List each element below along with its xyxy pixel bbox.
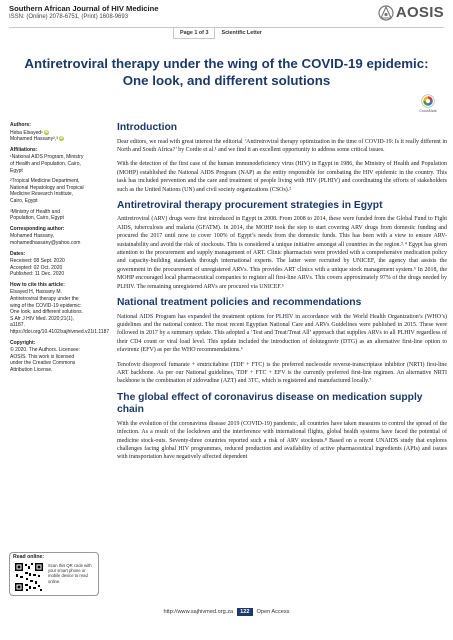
author-name-text: Mohamed Hassany²,³ bbox=[10, 136, 58, 143]
read-online-instructions: Scan this QR code with your smart phone or mobile device to read online. bbox=[48, 563, 92, 584]
copyright-text: © 2020. The Authors. Licensee: AOSIS. This work is licensed under the Creative Commons Attribution License. bbox=[10, 347, 81, 373]
crossmark-icon bbox=[421, 94, 435, 108]
paragraph: With the evolution of the coronavirus disease 2019 (COVID-19) pandemic, all countries have taken measures to control the spread of the infection. As a result of the lockdown and the interference with international flights, global health systems have faced the potential of medicine stock-outs. Seventy-three countries reported such a risk of ARV stockouts.⁸ Based on a recent UNAIDS study that explores challenges facing global HIV programmes, reduced production and availability of active pharmaceutical ingredients (APIs) and issues with transportation have negatively affected dependent bbox=[117, 420, 447, 461]
aosis-logo-text: AOSIS bbox=[395, 4, 444, 21]
section-introduction bbox=[117, 122, 447, 194]
page-number: 122 bbox=[237, 608, 252, 616]
author-name bbox=[10, 130, 84, 137]
aosis-emblem-icon bbox=[378, 5, 394, 21]
citation-block bbox=[10, 281, 110, 336]
date-accepted: Accepted: 02 Oct. 2020 bbox=[10, 264, 63, 271]
page-footer bbox=[0, 608, 453, 620]
date-received: Received: 08 Sept. 2020 bbox=[10, 258, 65, 265]
read-online-label: Read online: bbox=[13, 554, 45, 560]
section-procurement bbox=[117, 200, 447, 291]
section-heading: The global effect of coronavirus disease on medication supply chain bbox=[117, 391, 423, 416]
paragraph: Antiretroviral (ARV) drugs were first introduced in Egypt in 2008. From 2008 to 2014, these were funded from the Global Fund to Fight AIDS, tuberculosis and malaria (GFATM). In 2014, the MOHP took the step to start covering ARV drugs from domestic funding and procured the 2017 until now to cover 100% of Egypt’s needs from the domestic funds. This has been with a view to ensure ARV-sustainability and avoid the risk of stockouts. This is considered a unique initiative amongst all countries in the region.³˒⁴ Egypt has given attention to the procurement and supply management of ART. Clinic pharmacists were provided with a comprehensive medication policy and capacity-building standards through international experts. The latter were recruited by UNICEF, the agency that assists the government in the procurement of unregistered ARVs. This provides ART clinics with a unique stock management system.⁵ In 2018, the MOHP encouraged local pharmaceutical companies to register all first-line ARVs. This covers approximately 97% of the drugs needed by PLHIV. The remaining unregistered ARVs are procured via UNICEF.⁵ bbox=[117, 216, 447, 290]
authors-block bbox=[10, 122, 84, 143]
section-global-effect bbox=[117, 392, 447, 462]
footer-content bbox=[164, 608, 290, 616]
qr-code-icon[interactable] bbox=[14, 562, 44, 592]
orcid-icon[interactable]: iD bbox=[59, 136, 64, 141]
author-name-text: Heba Elsayed¹ bbox=[10, 129, 43, 136]
date-published: Published: 11 Dec. 2020 bbox=[10, 271, 65, 278]
journal-name: Southern African Journal of HIV Medicine bbox=[9, 4, 159, 13]
aosis-logo bbox=[378, 4, 444, 21]
paragraph: With the detection of the first case of the human immunodeficiency virus (HIV) in Egypt in 1986, the Ministry of Health and Population (MOHP) established the National AIDS Program (NAP) as the entity responsible for combating the HIV epidemic in the country. This task has included prevention and the care and treatment of people living with HIV (PLHIV) and coordinating the efforts of stakeholders such as the United Nations (UN) and civil society organizations (CSOs).² bbox=[117, 161, 447, 193]
affiliations-label: Affiliations: bbox=[10, 146, 38, 153]
crossmark-badge[interactable] bbox=[415, 94, 441, 113]
dates-block bbox=[10, 251, 84, 278]
crossmark-label: CrossMark bbox=[419, 109, 437, 113]
paragraph: National AIDS Program has expanded the treatment options for PLHIV in accordance with the World Health Organization’s (WHO’s) guidelines and the national context. The most recent Egyptian National Care and ARVs Guidelines were published in 2015. These were followed in 2017 by a summary update. This adopted a ‘Test and Treat/Treat All’ approach that supplies ARVs to all PLHIV regardless of their CD4 count or viral load level. This update included the introduction of dolutegravir (DTG) as an alternative first-line option to efavirenz (EFV) as per the WHO recommendations.⁶ bbox=[117, 313, 447, 354]
journal-url[interactable]: http://www.sajhivmed.org.za bbox=[163, 609, 234, 615]
section-treatment-policies bbox=[117, 297, 447, 386]
page-tag bbox=[173, 28, 268, 39]
article-type: Scientific Letter bbox=[215, 28, 267, 39]
article-info-sidebar bbox=[10, 122, 110, 378]
paragraph: Dear editors, we read with great interest the editorial ‘Antiretroviral therapy optimization in the time of COVID-19: Is it really different in North and South Africa?’ by Cordie et al.¹ and we find it an excellent opportunity to address some critical issues. bbox=[117, 138, 447, 153]
affiliation: ²Tropical Medicine Department, National Hepatology and Tropical Medicine Research Institute, Cairo, Egypt bbox=[10, 178, 84, 204]
article-title: Antiretroviral therapy under the wing of the COVID-19 epidemic: One look, and different solutions bbox=[24, 56, 429, 88]
section-heading: National treatment policies and recommendations bbox=[117, 297, 362, 309]
article-body bbox=[117, 122, 447, 468]
orcid-icon[interactable]: iD bbox=[44, 129, 49, 134]
affiliation: ³Ministry of Health and Population, Cairo, Egypt bbox=[10, 208, 64, 222]
section-heading: Introduction bbox=[117, 122, 178, 133]
section-heading: Antiretroviral therapy procurement strategies in Egypt bbox=[117, 199, 383, 211]
citation-text[interactable]: Elsayed H, Hassany M. Antiretroviral therapy under the wing of the COVID-19 epidemic: One look, and different solutions. S Afr J HIV Med. 2020;21(1), a1187. https://doi.org/10.4102/sajhivmed.v21i1.1187 bbox=[10, 289, 110, 336]
copyright-label: Copyright: bbox=[10, 339, 36, 346]
copyright-block bbox=[10, 340, 84, 374]
dates-label: Dates: bbox=[10, 250, 26, 257]
authors-label: Authors: bbox=[10, 122, 31, 128]
affiliations-block bbox=[10, 147, 84, 222]
page-label: Page 1 of 3 bbox=[173, 28, 215, 39]
corresponding-block bbox=[10, 226, 84, 247]
read-online-box bbox=[9, 552, 99, 596]
corresponding-label: Corresponding author: bbox=[10, 225, 65, 232]
citation-label: How to cite this article: bbox=[10, 281, 65, 288]
paragraph: Tenofovir disoproxil fumarate + emtricitabine (TDF + FTC) is the preferred nucleoside reverse-transcriptase inhibitor (NRTI) first-line ART backbone. As per our National guidelines, TDF + FTC + EFV is the currently preferred first-line regimen. An alternative NRTI backbone is the combination of zidovudine (AZT) and 3TC, which is registered and manufactured locally.⁷ bbox=[117, 361, 447, 385]
affiliation: ¹National AIDS Program, Ministry of Health and Population, Cairo, Egypt bbox=[10, 154, 84, 174]
author-name bbox=[10, 136, 84, 143]
corresponding-author[interactable]: Mohamed Hassany, mohamedhassany@yahoo.com bbox=[10, 233, 81, 246]
issn: ISSN: (Online) 2078-6751, (Print) 1608-9693 bbox=[9, 14, 129, 20]
open-access-label: Open Access bbox=[256, 609, 290, 615]
